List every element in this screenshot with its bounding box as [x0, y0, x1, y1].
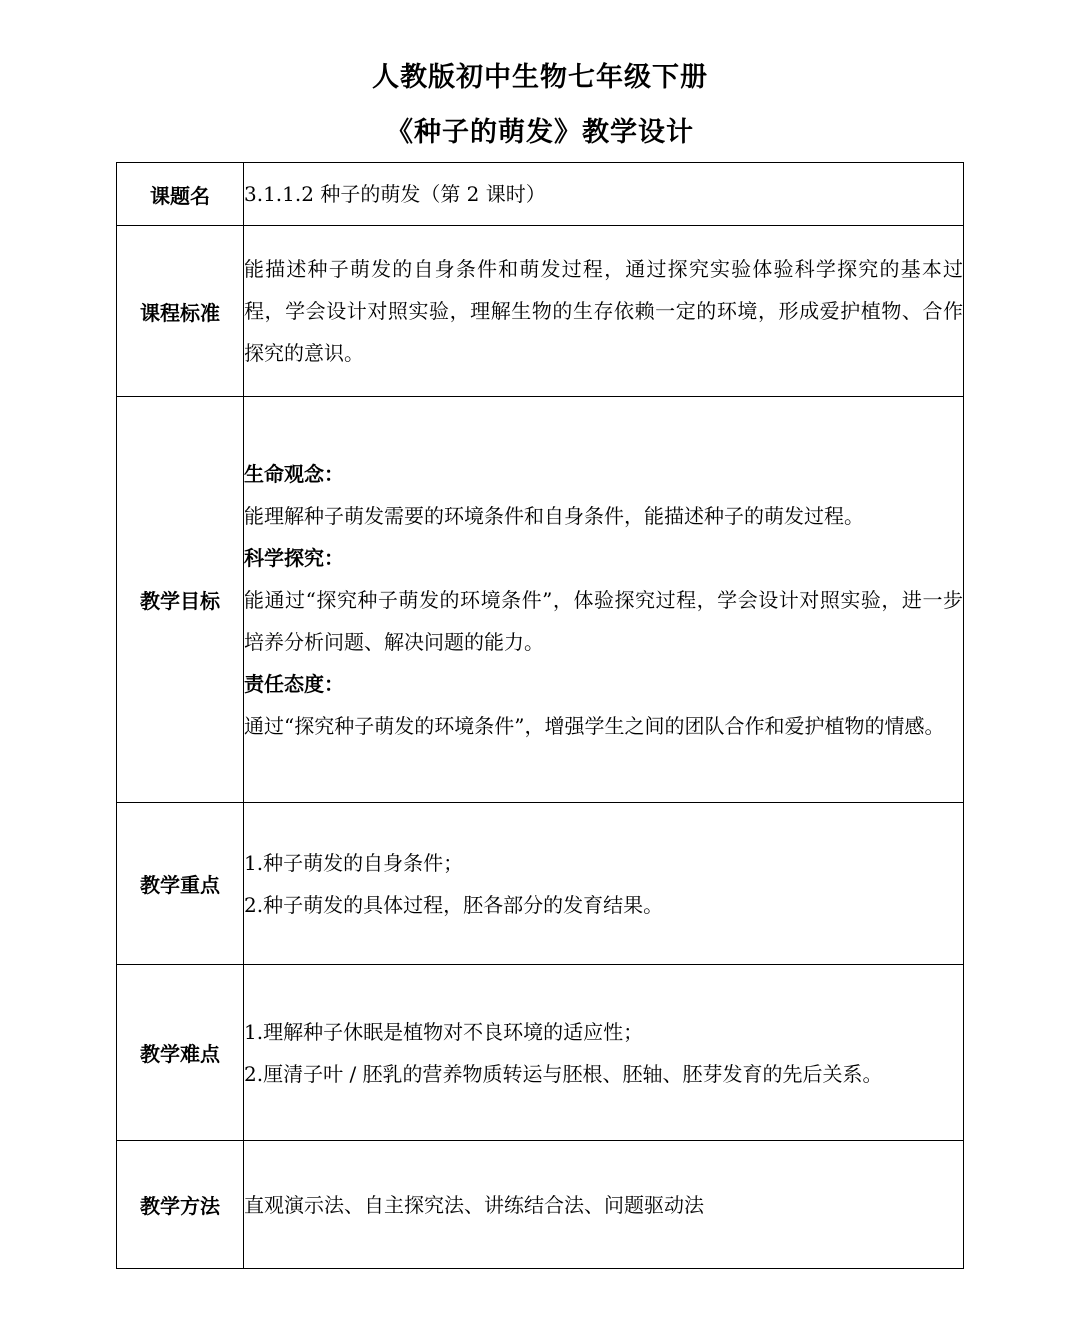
- difficulties-label: 教学难点: [117, 965, 244, 1141]
- objectives-label: 教学目标: [117, 397, 244, 803]
- lesson-plan-table: [116, 162, 964, 1269]
- objective-life-text: 能理解种子萌发需要的环境条件和自身条件，能描述种子的萌发过程。: [244, 503, 864, 528]
- difficulties-content: [244, 965, 964, 1141]
- objective-life-heading: 生命观念：: [244, 461, 344, 486]
- table-row-methods: [117, 1141, 964, 1269]
- objective-science-heading: 科学探究：: [244, 545, 344, 570]
- key-points-label: 教学重点: [117, 803, 244, 965]
- objective-responsibility-text: 通过“探究种子萌发的环境条件”，增强学生之间的团队合作和爱护植物的情感。: [244, 713, 945, 738]
- table-row-objectives: [117, 397, 964, 803]
- difficulty-item: 1.理解种子休眠是植物对不良环境的适应性；: [244, 1019, 644, 1044]
- methods-value: 直观演示法、自主探究法、讲练结合法、问题驱动法: [244, 1141, 964, 1269]
- topic-value: 3.1.1.2 种子的萌发（第 2 课时）: [244, 163, 964, 226]
- standard-value: 能描述种子萌发的自身条件和萌发过程，通过探究实验体验科学探究的基本过程，学会设计对照实验，理解生物的生存依赖一定的环境，形成爱护植物、合作探究的意识。: [244, 226, 964, 397]
- topic-label: 课题名: [117, 163, 244, 226]
- objective-science-text: 能通过“探究种子萌发的环境条件”，体验探究过程，学会设计对照实验，进一步培养分析问题、解决问题的能力。: [244, 587, 963, 654]
- key-points-content: [244, 803, 964, 965]
- key-point-item: 1.种子萌发的自身条件；: [244, 850, 464, 875]
- table-row-standard: [117, 226, 964, 397]
- key-point-item: 2.种子萌发的具体过程，胚各部分的发育结果。: [244, 892, 664, 917]
- methods-label: 教学方法: [117, 1141, 244, 1269]
- difficulty-item: 2.厘清子叶 / 胚乳的营养物质转运与胚根、胚轴、胚芽发育的先后关系。: [244, 1061, 883, 1086]
- standard-label: 课程标准: [117, 226, 244, 397]
- document-title: 人教版初中生物七年级下册: [372, 62, 708, 93]
- table-row-key-points: [117, 803, 964, 965]
- table-row-topic: [117, 163, 964, 226]
- objectives-content: [244, 397, 964, 803]
- document-subtitle: 《种子的萌发》教学设计: [386, 117, 694, 148]
- objective-responsibility-heading: 责任态度：: [244, 671, 344, 696]
- table-row-difficulties: [117, 965, 964, 1141]
